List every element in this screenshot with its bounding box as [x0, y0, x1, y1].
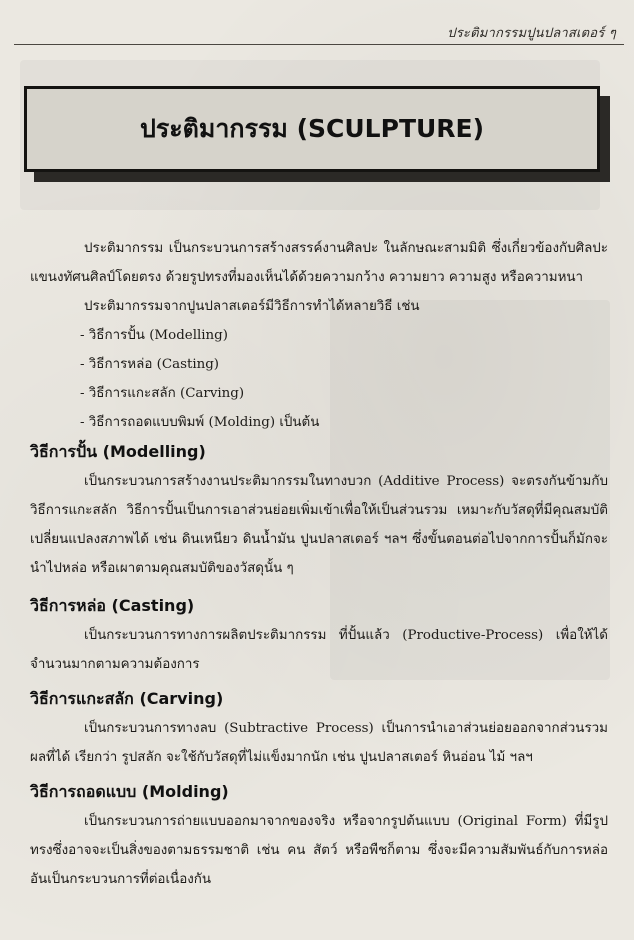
page-content — [30, 234, 608, 894]
section-heading-molding: วิธีการถอดแบบ (Molding) — [30, 782, 229, 801]
title-box — [24, 86, 600, 172]
methods-list — [30, 321, 608, 437]
method-item: - วิธีการปั้น (Modelling) — [80, 328, 228, 343]
running-header: ประติมากรรมปูนปลาสเตอร์ ๆ — [447, 26, 616, 41]
section-body-casting: เป็นกระบวนการทางการผลิตประติมากรรม ที่ปั้นแล้ว (Productive-Process) เพื่อให้ได้จำนวนมากตามความต้องการ — [30, 628, 608, 672]
method-item: - วิธีการหล่อ (Casting) — [80, 357, 220, 372]
section-heading-carving: วิธีการแกะสลัก (Carving) — [30, 689, 224, 708]
header-rule — [14, 44, 624, 45]
section-body-carving: เป็นกระบวนการทางลบ (Subtractive Process) เป็นการนำเอาส่วนย่อยออกจากส่วนรวมผลที่ได้ เรียกว่า รูปสลัก จะใช้กับวัสดุที่ไม่แข็งมากนัก เช่น ปูนปลาสเตอร์ หินอ่อน ไม้ ฯลฯ — [30, 721, 608, 765]
section-body-modelling: เป็นกระบวนการสร้างงานประติมากรรมในทางบวก (Additive Process) จะตรงกันข้ามกับวิธีการแกะสลัก วิธีการปั้นเป็นการเอาส่วนย่อยเพิ่มเข้าเพื่อให้เป็นส่วนรวม เหมาะกับวัสดุที่มีคุณสมบัติเปลี่ยนแปลงสภาพได้ เช่น ดินเหนียว ดินน้ำมัน ปูนปลาสเตอร์ ฯลฯ ซึ่งขั้นตอนต่อไปจากการปั้นก็มักจะนำไปหล่อ หรือเผาตามคุณสมบัติของวัสดุนั้น ๆ — [30, 474, 608, 576]
intro-paragraph: ประติมากรรม เป็นกระบวนการสร้างสรรค์งานศิลปะ ในลักษณะสามมิติ ซึ่งเกี่ยวข้องกับศิลปะแขนงทัศนศิลป์โดยตรง ด้วยรูปทรงที่มองเห็นได้ด้วยความกว้าง ความยาว ความสูง หรือความหนา — [30, 241, 608, 285]
method-item: - วิธีการแกะสลัก (Carving) — [80, 386, 245, 401]
section-gap — [30, 583, 608, 591]
section-body-molding: เป็นกระบวนการถ่ายแบบออกมาจากของจริง หรือจากรูปต้นแบบ (Original Form) ที่มีรูปทรงซึ่งอาจจะเป็นสิ่งของตามธรรมชาติ เช่น คน สัตว์ หรือพืชก็ตาม ซึ่งจะมีความสัมพันธ์กับการหล่อ อันเป็นกระบวนการที่ต่อเนื่องกัน — [30, 814, 608, 887]
page-title: ประติมากรรม (SCULPTURE) — [139, 114, 485, 143]
section-heading-modelling: วิธีการปั้น (Modelling) — [30, 442, 206, 461]
methods-intro: ประติมากรรมจากปูนปลาสเตอร์มีวิธีการทำได้หลายวิธี เช่น — [84, 299, 420, 314]
section-heading-casting: วิธีการหล่อ (Casting) — [30, 596, 195, 615]
method-item: - วิธีการถอดแบบพิมพ์ (Molding) เป็นต้น — [80, 415, 320, 430]
